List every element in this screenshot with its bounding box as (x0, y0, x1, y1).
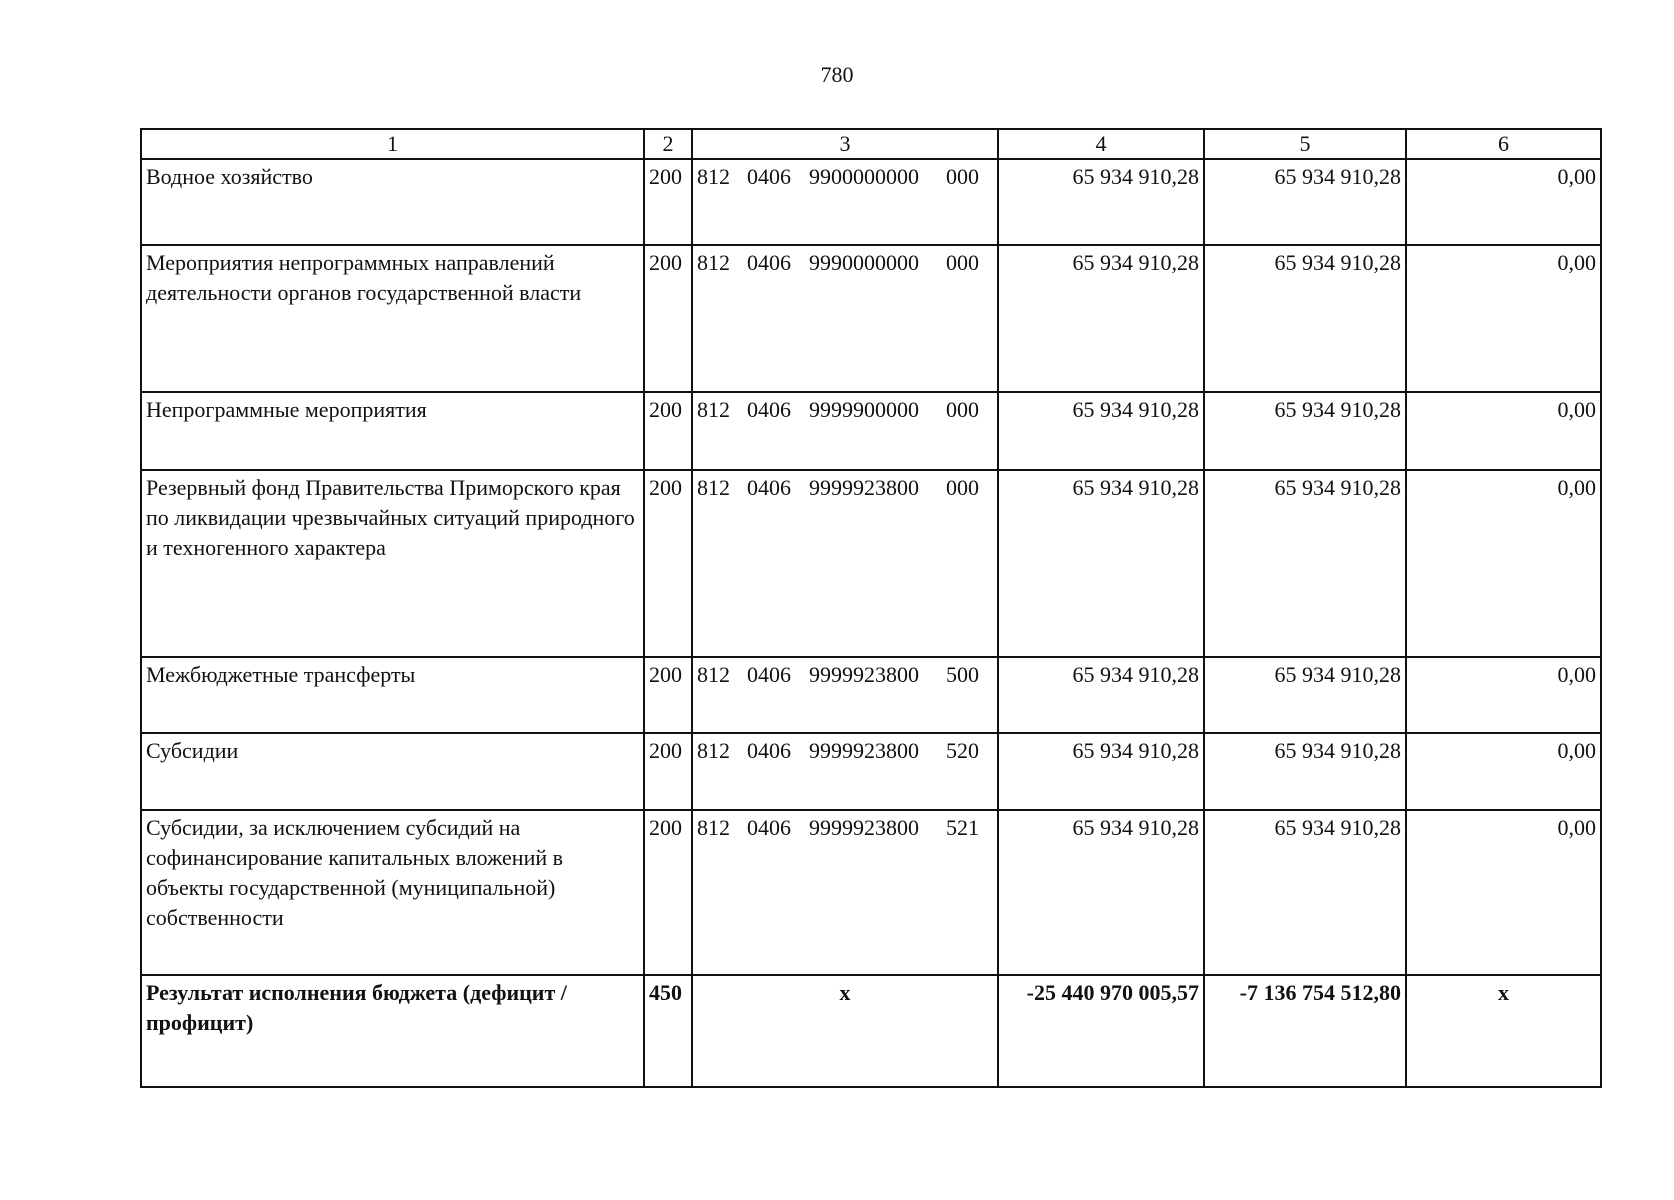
row-executed: 65 934 910,28 (1204, 392, 1406, 470)
result-name: Результат исполнения бюджета (дефицит / профицит) (141, 975, 644, 1087)
row-approved: 65 934 910,28 (998, 159, 1204, 245)
table-row (141, 810, 1601, 975)
code-type: 000 (946, 397, 979, 422)
budget-table (140, 128, 1602, 1088)
table-row (141, 470, 1601, 657)
table-row (141, 159, 1601, 245)
page-number: 780 (820, 62, 854, 87)
code-target: 9999900000 (809, 397, 919, 422)
code-type: 500 (946, 662, 979, 687)
row-budget-code (692, 159, 998, 245)
row-line-code: 200 (644, 470, 692, 657)
code-admin: 812 (697, 475, 730, 500)
header-col-6: 6 (1406, 129, 1601, 159)
code-section: 0406 (747, 397, 791, 422)
row-unexecuted: 0,00 (1406, 392, 1601, 470)
row-name: Непрограммные мероприятия (141, 392, 644, 470)
row-unexecuted: 0,00 (1406, 733, 1601, 810)
code-admin: 812 (697, 662, 730, 687)
row-name: Водное хозяйство (141, 159, 644, 245)
row-line-code: 200 (644, 657, 692, 733)
row-executed: 65 934 910,28 (1204, 159, 1406, 245)
code-target: 9999923800 (809, 815, 919, 840)
code-type: 520 (946, 738, 979, 763)
code-target: 9999923800 (809, 738, 919, 763)
code-type: 000 (946, 250, 979, 275)
row-budget-code (692, 733, 998, 810)
code-section: 0406 (747, 164, 791, 189)
row-approved: 65 934 910,28 (998, 733, 1204, 810)
code-target: 9900000000 (809, 164, 919, 189)
row-line-code: 200 (644, 159, 692, 245)
table-row (141, 392, 1601, 470)
code-target: 9999923800 (809, 662, 919, 687)
result-unexecuted: х (1406, 975, 1601, 1087)
header-col-3: 3 (692, 129, 998, 159)
row-unexecuted: 0,00 (1406, 810, 1601, 975)
row-budget-code (692, 470, 998, 657)
code-admin: 812 (697, 738, 730, 763)
row-name: Мероприятия непрограммных направлений деятельности органов государственной власти (141, 245, 644, 392)
header-col-5: 5 (1204, 129, 1406, 159)
row-name: Межбюджетные трансферты (141, 657, 644, 733)
code-target: 9999923800 (809, 475, 919, 500)
row-executed: 65 934 910,28 (1204, 733, 1406, 810)
row-name: Субсидии (141, 733, 644, 810)
code-section: 0406 (747, 475, 791, 500)
code-section: 0406 (747, 250, 791, 275)
row-approved: 65 934 910,28 (998, 245, 1204, 392)
result-approved: -25 440 970 005,57 (998, 975, 1204, 1087)
code-section: 0406 (747, 662, 791, 687)
result-budget-code: х (692, 975, 998, 1087)
table-row (141, 245, 1601, 392)
row-approved: 65 934 910,28 (998, 392, 1204, 470)
row-executed: 65 934 910,28 (1204, 245, 1406, 392)
row-line-code: 200 (644, 733, 692, 810)
row-budget-code (692, 810, 998, 975)
row-unexecuted: 0,00 (1406, 470, 1601, 657)
table-header-row (141, 129, 1601, 159)
table-row (141, 657, 1601, 733)
row-approved: 65 934 910,28 (998, 810, 1204, 975)
code-admin: 812 (697, 250, 730, 275)
row-unexecuted: 0,00 (1406, 245, 1601, 392)
header-col-4: 4 (998, 129, 1204, 159)
row-line-code: 200 (644, 245, 692, 392)
result-row (141, 975, 1601, 1087)
row-name: Резервный фонд Правительства Приморского края по ликвидации чрезвычайных ситуаций природного и техногенного характера (141, 470, 644, 657)
row-approved: 65 934 910,28 (998, 657, 1204, 733)
result-executed: -7 136 754 512,80 (1204, 975, 1406, 1087)
code-type: 521 (946, 815, 979, 840)
header-col-1: 1 (141, 129, 644, 159)
code-type: 000 (946, 475, 979, 500)
row-executed: 65 934 910,28 (1204, 657, 1406, 733)
row-budget-code (692, 657, 998, 733)
code-admin: 812 (697, 397, 730, 422)
code-section: 0406 (747, 815, 791, 840)
row-unexecuted: 0,00 (1406, 657, 1601, 733)
row-line-code: 200 (644, 810, 692, 975)
code-section: 0406 (747, 738, 791, 763)
code-admin: 812 (697, 164, 730, 189)
row-executed: 65 934 910,28 (1204, 810, 1406, 975)
code-type: 000 (946, 164, 979, 189)
row-approved: 65 934 910,28 (998, 470, 1204, 657)
row-budget-code (692, 392, 998, 470)
code-admin: 812 (697, 815, 730, 840)
row-line-code: 200 (644, 392, 692, 470)
code-target: 9990000000 (809, 250, 919, 275)
row-unexecuted: 0,00 (1406, 159, 1601, 245)
row-executed: 65 934 910,28 (1204, 470, 1406, 657)
result-line-code: 450 (644, 975, 692, 1087)
row-budget-code (692, 245, 998, 392)
header-col-2: 2 (644, 129, 692, 159)
table-row (141, 733, 1601, 810)
row-name: Субсидии, за исключением субсидий на софинансирование капитальных вложений в объекты государственной (муниципальной) собственности (141, 810, 644, 975)
